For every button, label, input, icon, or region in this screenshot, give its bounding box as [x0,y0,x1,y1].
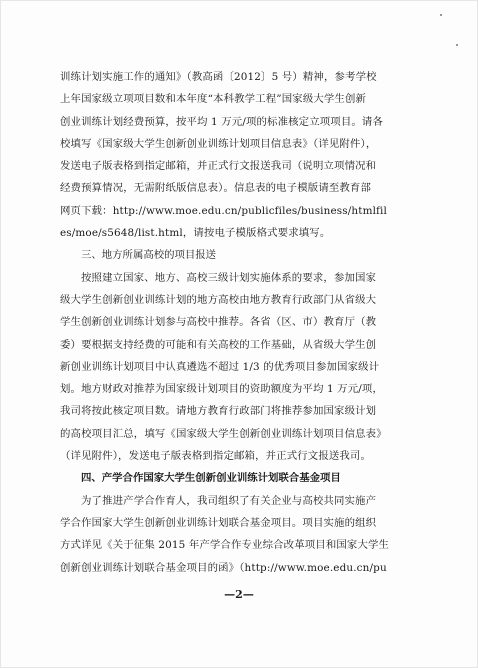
paragraph-joint-fund [60,490,428,579]
paragraph-local-universities [60,267,428,468]
page-number: —2— [224,588,254,601]
text-line: 学生创新创业训练计划参与高校中推荐。各省（区、市）教育厅（教 [60,316,377,329]
text-line: 上年国家级立项项目数和本年度“本科教学工程”国家级大学生创新 [60,93,367,106]
scan-speck [440,14,442,16]
text-line: 划。地方财政对推荐为国家级计划项目的资助额度为平均 1 万元/项， [60,383,383,396]
text-line: （详见附件），发送电子版表格到指定邮箱，并正式行文报送我司。 [60,450,372,463]
text-line: 级大学生创新创业训练计划的地方高校由地方教育行政部门从省级大 [60,293,377,306]
text-line: 新创业训练计划项目中认真遴选不超过 1/3 的优秀项目参加国家级计 [60,360,380,373]
text-line: 训练计划实施工作的通知》（教高函〔2012〕5 号）精神，参考学校 [60,71,377,83]
text-line: 委）要根据支持经费的可能和有关高校的工作基础，从省级大学生创 [60,338,377,351]
paragraph-notice-continuation [60,66,428,244]
text-line: 发送电子版表格到指定邮箱，并正式行文报送我司（说明立项情况和 [60,160,377,173]
text-line: 网页下载：http://www.moe.edu.cn/publicfiles/business/htmlfil [60,204,387,217]
section-heading-joint-fund: 四、产学合作国家大学生创新创业训练计划联合基金项目 [81,472,341,485]
text-line: 方式详见《关于征集 2015 年产学合作专业综合改革项目和国家大学生 [60,539,390,552]
text-line: es/moe/s5648/list.html，请按电子模版格式要求填写。 [60,227,331,240]
text-line: 经费预算情况，无需附纸版信息表）。信息表的电子模版请至教育部 [60,182,372,195]
section-heading-local-universities: 三、地方所属高校的项目报送 [81,249,217,262]
text-line: 创业训练计划经费预算，按平均 1 万元/项的标准核定立项项目。请各 [60,115,383,128]
scan-speck [456,44,458,46]
text-line: 按照建立国家、地方、高校三级计划实施体系的要求，参加国家 [81,271,377,284]
text-line: 我司将按此核定项目数。请地方教育行政部门将推荐参加国家级计划 [60,405,377,418]
text-line: 创新创业训练计划联合基金项目的函》（http://www.moe.edu.cn/pu [60,561,387,574]
text-line: 的高校项目汇总，填写《国家级大学生创新创业训练计划项目信息表》 [60,427,387,440]
document-body [60,66,428,579]
text-line: 校填写《国家级大学生创新创业训练计划项目信息表》（详见附件）， [60,137,377,150]
text-line: 为了推进产学合作育人，我司组织了有关企业与高校共同实施产 [81,494,377,507]
text-line: 学合作国家大学生创新创业训练计划联合基金项目。项目实施的组织 [60,516,377,529]
